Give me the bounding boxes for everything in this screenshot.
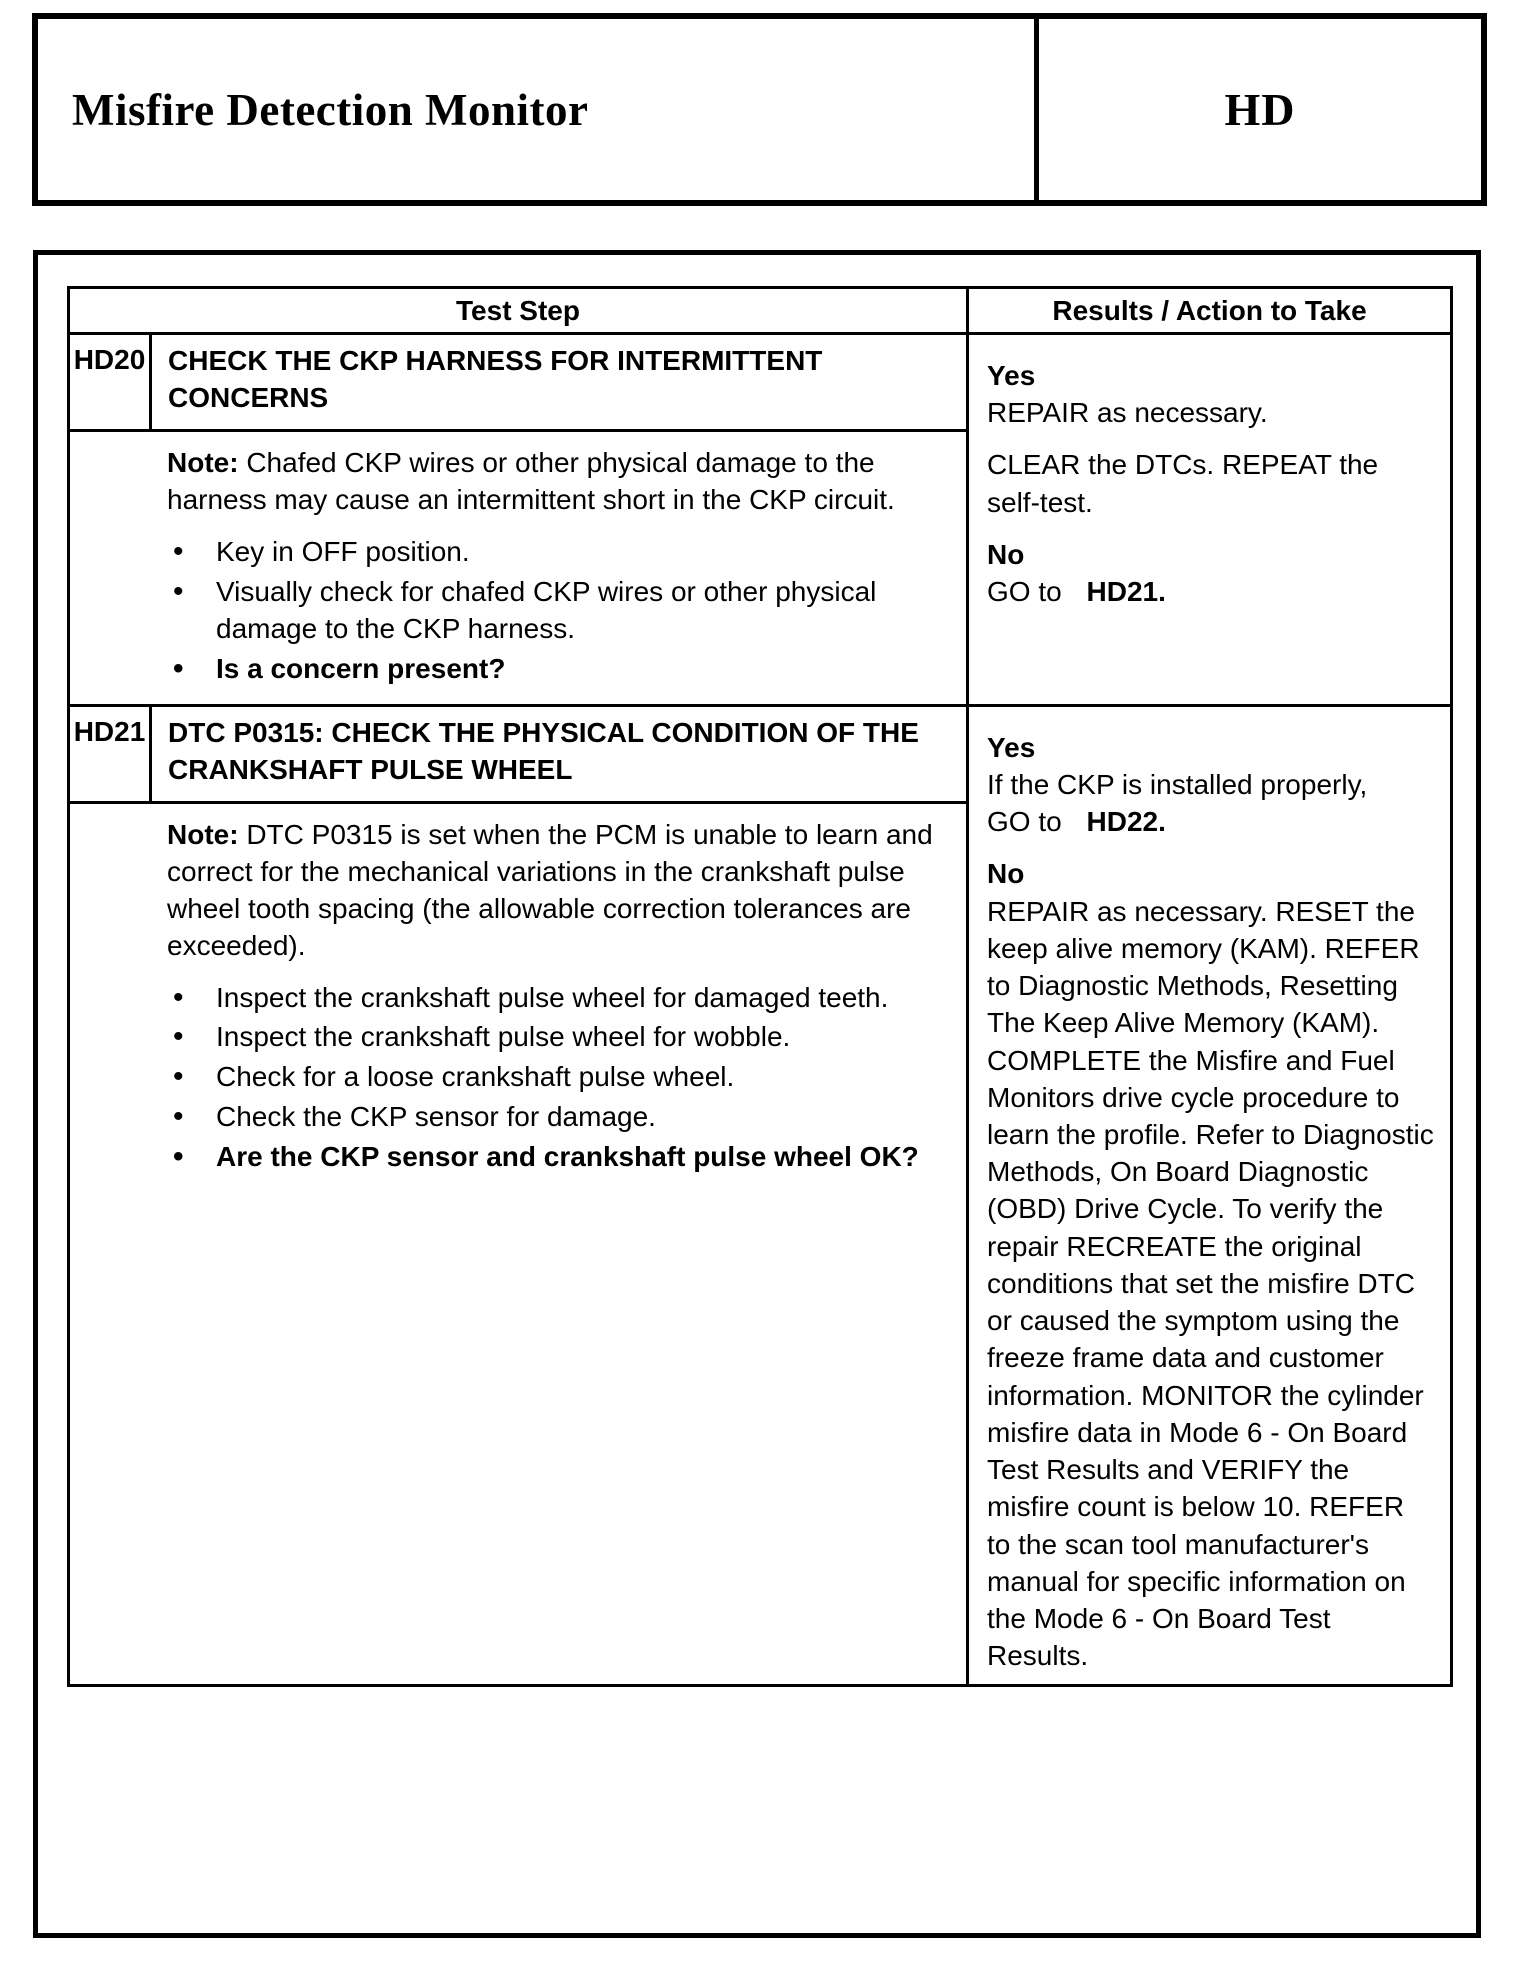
column-header-test-step: Test Step — [69, 288, 968, 334]
column-header-results: Results / Action to Take — [968, 288, 1452, 334]
step-results — [968, 705, 1452, 1686]
step-title: DTC P0315: CHECK THE PHYSICAL CONDITION OF THE CRANKSHAFT PULSE WHEEL — [151, 705, 968, 802]
table-row — [69, 334, 1452, 431]
list-item: • Key in OFF position. — [167, 534, 938, 571]
table-row — [69, 705, 1452, 802]
section-code: HD — [1224, 84, 1296, 135]
goto-prefix: GO to — [987, 806, 1062, 838]
goto-target: HD21. — [1086, 576, 1166, 608]
results-yes-text-2: CLEAR the DTCs. REPEAT the self-test. — [987, 449, 1379, 518]
note-text: Chafed CKP wires or other physical damage to the harness may cause an intermittent short in the CKP circuit. — [167, 446, 895, 515]
step-title: CHECK THE CKP HARNESS FOR INTERMITTENT CONCERNS — [151, 334, 968, 431]
step-note — [167, 817, 938, 965]
results-yes-label: Yes — [987, 360, 1036, 391]
step-detail — [69, 430, 968, 705]
table-header-row — [69, 288, 1452, 334]
results-no-label: No — [987, 538, 1025, 570]
list-item: • Visually check for chafed CKP wires or other physical damage to the CKP harness. — [167, 574, 938, 648]
step-detail — [69, 802, 968, 1686]
step-bullet-list — [167, 534, 938, 688]
note-label: Note: — [167, 818, 239, 850]
results-yes-label: Yes — [987, 731, 1036, 763]
results-no-label: No — [987, 858, 1025, 890]
step-id: HD20 — [69, 334, 151, 431]
step-id: HD21 — [69, 705, 151, 802]
list-item: • Check the CKP sensor for damage. — [167, 1099, 938, 1136]
step-bullet-list — [167, 980, 938, 1177]
note-label: Note: — [167, 446, 239, 478]
list-item-question: • Is a concern present? — [167, 651, 938, 688]
results-yes-text: REPAIR as necessary. — [987, 397, 1268, 429]
diagnostic-table — [67, 286, 1453, 1687]
step-note — [167, 445, 938, 519]
list-item: • Inspect the crankshaft pulse wheel for damaged teeth. — [167, 980, 938, 1017]
list-item: • Inspect the crankshaft pulse wheel for wobble. — [167, 1019, 938, 1056]
step-results — [968, 334, 1452, 706]
page-title: Misfire Detection Monitor — [72, 84, 589, 135]
goto-prefix: GO to — [987, 576, 1062, 608]
goto-target: HD22. — [1086, 806, 1166, 838]
page-header-code-cell — [1034, 19, 1481, 200]
note-text: DTC P0315 is set when the PCM is unable to learn and correct for the mechanical variations in the crankshaft pulse wheel tooth spacing (the allowable correction tolerances are exceeded). — [167, 818, 933, 961]
list-item-question: • Are the CKP sensor and crankshaft pulse wheel OK? — [167, 1139, 938, 1176]
results-no-text: REPAIR as necessary. RESET the keep alive memory (KAM). REFER to Diagnostic Methods, Resetting The Keep Alive Memory (KAM). COMPLETE the Misfire and Fuel Monitors drive cycle procedure to learn the profile. Refer to Diagnostic Methods, On Board Diagnostic (OBD) Drive Cycle. To verify the repair RECREATE the original conditions that set the misfire DTC or caused the symptom using the freeze frame data and customer information. MONITOR the cylinder misfire data in Mode 6 - On Board Test Results and VERIFY the misfire count is below 10. REFER to the scan tool manufacturer's manual for specific information on the Mode 6 - On Board Test Results. — [987, 895, 1434, 1672]
results-yes-text: If the CKP is installed properly, — [987, 768, 1368, 800]
results-no-goto — [987, 573, 1434, 610]
content-frame — [33, 250, 1481, 1938]
page-header — [32, 13, 1487, 206]
list-item: • Check for a loose crankshaft pulse wheel. — [167, 1059, 938, 1096]
page-header-title-cell — [38, 19, 1034, 200]
results-yes-goto — [987, 803, 1434, 840]
